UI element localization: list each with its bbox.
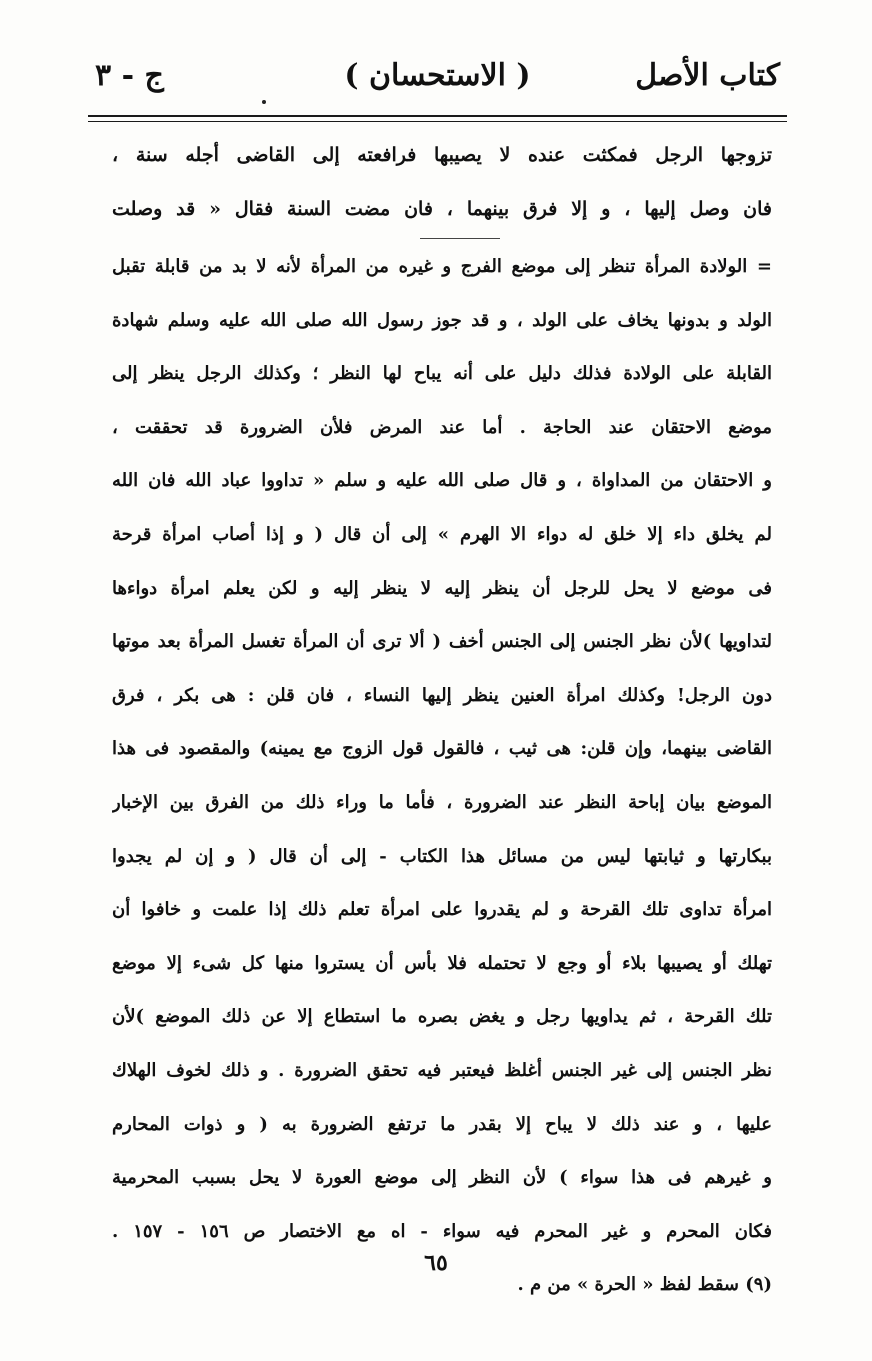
volume-number: ج - ٣ [95,58,164,93]
footnote-line: ببكارتها و ثيابتها ليس من مسائل هذا الكتاب - إلى أن قال ( و إن لم يجدوا [112,845,772,867]
footnote-line: فى موضع لا يحل للرجل أن ينظر إليه لا ينظر إليه و لكن يعلم امرأة دواءها [112,577,772,599]
footnote-line: موضع الاحتقان عند الحاجة . أما عند المرض فلأن الضرورة قد تحققت ، [112,416,772,438]
footnote-line: امرأة تداوى تلك القرحة و لم يقدروا على امرأة تعلم ذلك إذا علمت و خافوا أن [112,899,772,921]
book-title: كتاب الأصل [635,58,780,93]
main-text-line: تزوجها الرجل فمكثت عنده لا يصيبها فرافعته إلى القاضى أجله سنة ، [112,144,772,166]
main-text-block [112,128,772,236]
footnote-line: الولد و بدونها يخاف على الولد ، و قد جوز رسول الله صلى الله عليه وسلم شهادة [112,309,772,331]
running-header [95,50,780,110]
chapter-title: ( الاستحسان ) [344,58,531,93]
footnote-line: لتداويها )لأن نظر الجنس إلى الجنس أخف ( ألا ترى أن المرأة تغسل المرأة بعد موتها [112,631,772,653]
footnote-line: تهلك أو يصيبها بلاء أو وجع لا تحتمله فلا بأس أن يستروا منها كل شىء إلا موضع [112,952,772,974]
footnote-line: القاضى بينهما، وإن قلن: هى ثيب ، فالقول قول الزوج مع يمينه) والمقصود فى هذا [112,738,772,760]
footnotes-block [112,240,772,1312]
header-rule-thick [88,115,787,117]
main-text-line: فان وصل إليها ، و إلا فرق بينهما ، فان مضت السنة فقال « قد وصلت [112,198,772,220]
ink-dot [262,100,266,104]
header-rule-thin [88,121,787,122]
footnote-line: عليها ، و عند ذلك لا يباح إلا بقدر ما ترتفع الضرورة به ( و ذوات المحارم [112,1113,772,1135]
footnote-separator [420,238,500,239]
footnote-line: لم يخلق داء إلا خلق له دواء الا الهرم » إلى أن قال ( و إذا أصاب امرأة قرحة [112,523,772,545]
footnote-line: تلك القرحة ، ثم يداويها رجل و يغض بصره ما استطاع إلا عن ذلك الموضع )لأن [112,1006,772,1028]
footnote-line: القابلة على الولادة فذلك دليل على أنه يباح لها النظر ؛ وكذلك الرجل ينظر إلى [112,363,772,385]
footnote-line: = الولادة المرأة تنظر إلى موضع الفرج و غيره من المرأة لأنه لا بد من قابلة تقبل [112,256,772,277]
footnote-line: و غيرهم فى هذا سواء ) لأن النظر إلى موضع العورة لا يحل بسبب المحرمية [112,1167,772,1189]
footnote-line: دون الرجل! وكذلك امرأة العنين ينظر إليها النساء ، فان قلن : هى بكر ، فرق [112,684,772,706]
footnote-line: نظر الجنس إلى غير الجنس أغلظ فيعتبر فيه تحقق الضرورة . و ذلك لخوف الهلاك [112,1059,772,1081]
footnote-line: الموضع بيان إباحة النظر عند الضرورة ، فأما ما وراء ذلك من الفرق بين الإخبار [112,791,772,813]
footnote-line: و الاحتقان من المداواة ، و قال صلى الله عليه و سلم « تداووا عباد الله فان الله [112,470,772,492]
page-number: ٦٥ [424,1250,448,1276]
footnote-line: فكان المحرم و غير المحرم فيه سواء - اه مع الاختصار ص ١٥٦ - ١٥٧ . [112,1220,772,1242]
footnote-line: (٩) سقط لفظ « الحرة » من م . [517,1274,772,1296]
